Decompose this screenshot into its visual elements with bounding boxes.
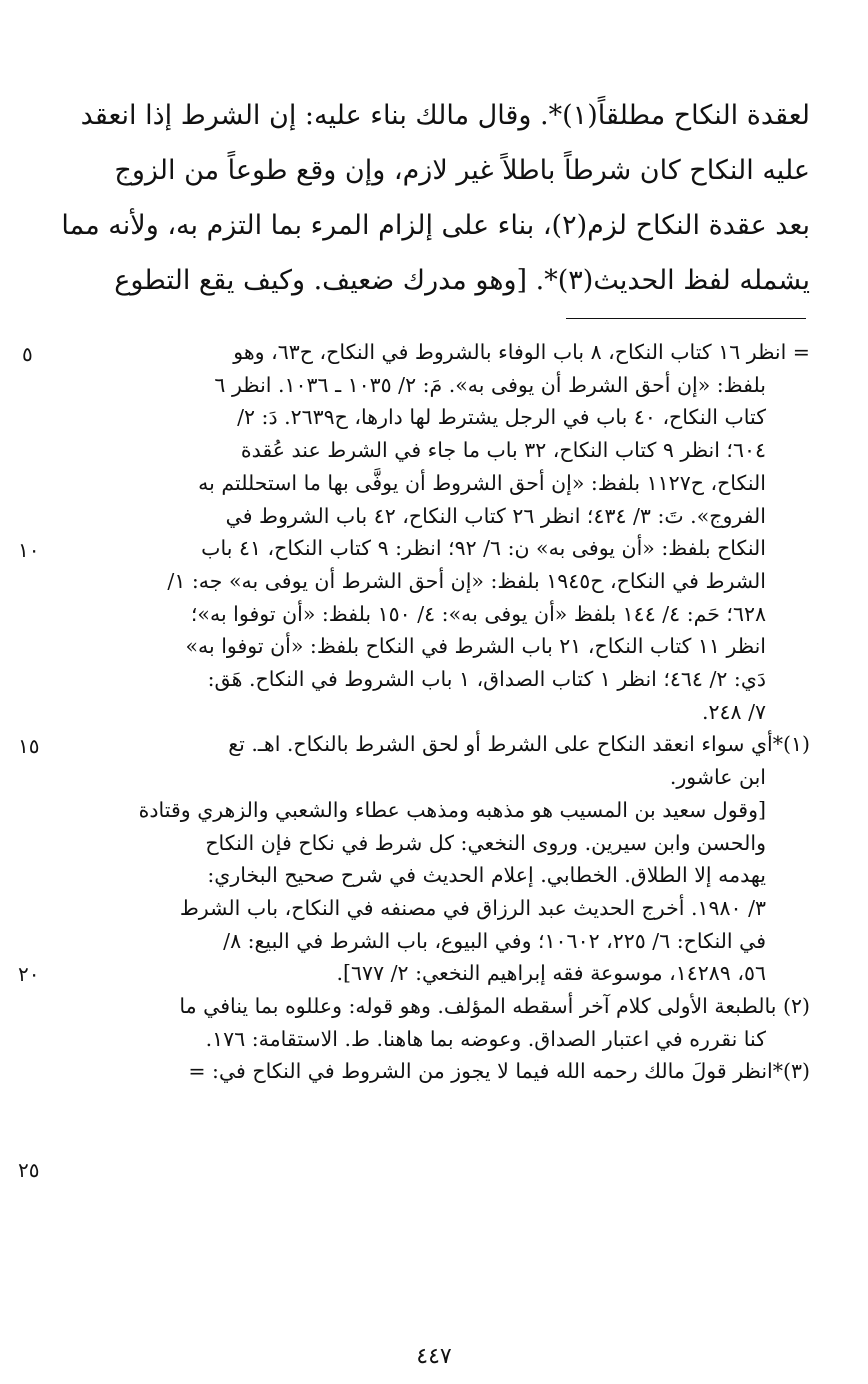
line-number: ٢٠ [18,962,40,986]
footnote-separator [566,318,806,319]
footnote-line: (١)*أي سواء انعقد النكاح على الشرط أو لحق الشرط بالنكاح. اهـ. تع [228,732,810,757]
footnote-line: الشرط في النكاح، ح١٩٤٥ بلفظ: «إن أحق الشرط أن يوفى به» جه: ١/ [167,568,766,593]
footnote-line: ٦٢٨؛ حَم: ٤/ ١٤٤ بلفظ «أن يوفى به»: ٤/ ١٥٠ بلفظ: «أن توفوا به»؛ [190,601,766,626]
footnote-line: الفروج». تَ: ٣/ ٤٣٤؛ انظر ٢٦ كتاب النكاح، ٤٢ باب الشروط في [225,503,766,528]
footnote-line: [وقول سعيد بن المسيب هو مذهبه ومذهب عطاء والشعبي والزهري وقتادة [138,797,766,822]
line-number: ٥ [22,342,33,366]
main-line: لعقدة النكاح مطلقاً(١)*. وقال مالك بناء عليه: إن الشرط إذا انعقد [80,100,810,131]
footnote-line: = انظر ١٦ كتاب النكاح، ٨ باب الوفاء بالشروط في النكاح، ح٦٣، وهو [233,340,810,364]
footnote-line: كتاب النكاح، ٤٠ باب في الرجل يشترط لها دارها، ح٢٦٣٩. دَ: ٢/ [237,405,766,430]
footnote-line: كنا نقرره في اعتبار الصداق. وعوضه بما هاهنا. ط. الاستقامة: ١٧٦. [205,1026,766,1051]
footnote-line: ٦٠٤؛ انظر ٩ كتاب النكاح، ٣٢ باب ما جاء في الشرط عند عُقدة [240,438,766,463]
footnote-line: والحسن وابن سيرين. وروى النخعي: كل شرط في نكاح فإن النكاح [205,830,766,855]
footnote-line: النكاح بلفظ: «أن يوفى به» ن: ٦/ ٩٢؛ انظر: ٩ كتاب النكاح، ٤١ باب [201,536,766,561]
footnote-line: ابن عاشور. [669,765,766,790]
footnote-line: النكاح، ح١١٢٧ بلفظ: «إن أحق الشروط أن يوفَّى بها ما استحللتم به [198,470,766,495]
main-text [50,88,810,308]
footnote-line: (٢) بالطبعة الأولى كلام آخر أسقطه المؤلف. وهو قوله: وعللوه بما ينافي ما [179,994,810,1019]
main-line: بعد عقدة النكاح لزم(٢)، بناء على إلزام المرء بما التزم به، ولأنه مما [61,210,810,241]
footnote-line: يهدمه إلا الطلاق. الخطابي. إعلام الحديث في شرح صحيح البخاري: [207,863,766,888]
footnote-line: انظر ١١ كتاب النكاح، ٢١ باب الشرط في النكاح بلفظ: «أن توفوا به» [185,634,766,659]
line-number: ١٥ [18,734,40,758]
footnotes [80,336,810,1088]
main-line: عليه النكاح كان شرطاً باطلاً غير لازم، وإن وقع طوعاً من الزوج [114,155,810,186]
footnote-line: في النكاح: ٦/ ٢٢٥، ١٠٦٠٢؛ وفي البيوع، باب الشرط في البيع: ٨/ [223,928,766,953]
footnote-line: ٧/ ٢٤٨. [701,699,766,724]
footnote-line: بلفظ: «إن أحق الشرط أن يوفى به». مَ: ٢/ ١٠٣٥ ـ ١٠٣٦. انظر ٦ [214,372,766,397]
footnote-line: (٣)*انظر قولَ مالك رحمه الله فيما لا يجوز من الشروط في النكاح في: = [188,1059,810,1084]
footnote-line: ٣/ ١٩٨٠. أخرج الحديث عبد الرزاق في مصنفه في النكاح، باب الشرط [179,895,766,920]
page-number: ٤٤٧ [416,1344,452,1369]
footnote-line: ٥٦، ١٤٢٨٩، موسوعة فقه إبراهيم النخعي: ٢/ ٦٧٧]. [336,961,766,986]
line-number: ١٠ [18,538,40,562]
main-line: يشمله لفظ الحديث(٣)*. [وهو مدرك ضعيف. وكيف يقع التطوع [114,265,810,296]
footnote-line: دَي: ٢/ ٤٦٤؛ انظر ١ كتاب الصداق، ١ باب الشروط في النكاح. هَق: [207,667,766,692]
line-number: ٢٥ [18,1158,40,1182]
